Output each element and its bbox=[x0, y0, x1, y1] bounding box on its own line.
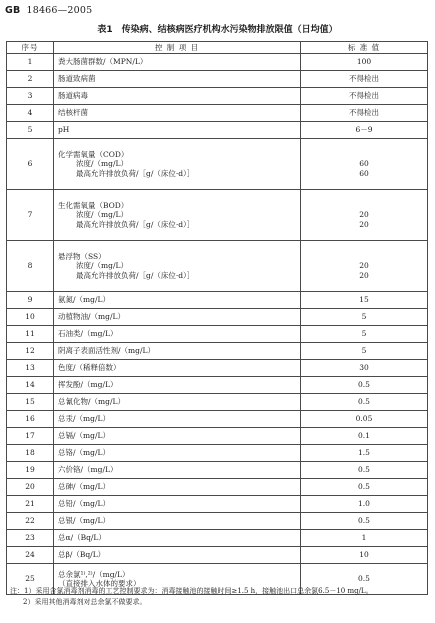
item-label: 肠道致病菌 bbox=[58, 74, 96, 84]
item-label: 总氰化物/（mg/L） bbox=[58, 397, 125, 407]
item-label: 总β/（Bq/L） bbox=[58, 550, 106, 560]
standard-value bbox=[301, 394, 428, 411]
row-number: 14 bbox=[7, 377, 54, 394]
table-row bbox=[7, 428, 428, 445]
value-line: 30 bbox=[359, 363, 369, 373]
value-line: 20 bbox=[359, 270, 369, 280]
table-row bbox=[7, 479, 428, 496]
control-item bbox=[54, 326, 301, 343]
column-header-item: 控 制 项 目 bbox=[54, 42, 301, 54]
standard-header bbox=[5, 5, 92, 16]
item-label: 石油类/（mg/L） bbox=[58, 329, 118, 339]
row-number: 7 bbox=[7, 190, 54, 241]
standard-value bbox=[301, 445, 428, 462]
value-line: 0.5 bbox=[358, 516, 370, 526]
control-item bbox=[54, 241, 301, 292]
value-line: 不得检出 bbox=[349, 108, 379, 118]
control-item bbox=[54, 462, 301, 479]
row-number: 5 bbox=[7, 122, 54, 139]
control-item bbox=[54, 190, 301, 241]
row-number: 13 bbox=[7, 360, 54, 377]
standard-value bbox=[301, 428, 428, 445]
table-row bbox=[7, 462, 428, 479]
table-row bbox=[7, 309, 428, 326]
standard-value bbox=[301, 496, 428, 513]
item-label: 粪大肠菌群数/（MPN/L） bbox=[58, 57, 148, 67]
standard-value bbox=[301, 479, 428, 496]
item-label: 总余氯¹⁾,²⁾/（mg/L） bbox=[58, 569, 130, 579]
control-item bbox=[54, 394, 301, 411]
table-row bbox=[7, 513, 428, 530]
control-item bbox=[54, 479, 301, 496]
row-number: 18 bbox=[7, 445, 54, 462]
standard-value bbox=[301, 411, 428, 428]
standard-value bbox=[301, 139, 428, 190]
row-number: 20 bbox=[7, 479, 54, 496]
note-1: 注：1）采用含氯消毒剂消毒的工艺控制要求为：消毒接触池的接触时间≥1.5 h，接触池出口总余氯6.5－10 mg/L。 bbox=[10, 587, 373, 595]
control-item bbox=[54, 88, 301, 105]
standard-value bbox=[301, 190, 428, 241]
row-number: 22 bbox=[7, 513, 54, 530]
control-item bbox=[54, 122, 301, 139]
item-label: 动植物油/（mg/L） bbox=[58, 312, 125, 322]
column-header-no: 序号 bbox=[7, 42, 54, 54]
standard-value bbox=[301, 54, 428, 71]
row-number: 24 bbox=[7, 547, 54, 564]
standard-code: GB bbox=[5, 5, 21, 16]
value-line: 20 bbox=[359, 219, 369, 229]
standard-number: 18466—2005 bbox=[26, 5, 93, 16]
item-sublabel: （直接排入水体的要求） bbox=[58, 579, 141, 588]
standard-value bbox=[301, 241, 428, 292]
standard-value bbox=[301, 309, 428, 326]
row-number: 3 bbox=[7, 88, 54, 105]
row-number: 21 bbox=[7, 496, 54, 513]
item-label: 化学需氧量（COD） bbox=[58, 149, 129, 159]
standard-value bbox=[301, 105, 428, 122]
item-label: 总铬/（mg/L） bbox=[58, 448, 110, 458]
item-label: 色度/（稀释倍数） bbox=[58, 363, 121, 373]
standard-value bbox=[301, 71, 428, 88]
item-label: 总银/（mg/L） bbox=[58, 516, 110, 526]
value-line: 5 bbox=[361, 312, 367, 322]
value-line: 1.0 bbox=[358, 499, 370, 509]
table-row bbox=[7, 292, 428, 309]
table-row bbox=[7, 547, 428, 564]
emission-limits-table bbox=[6, 41, 428, 595]
value-line: 10 bbox=[359, 550, 369, 560]
table-row bbox=[7, 326, 428, 343]
control-item bbox=[54, 309, 301, 326]
standard-value bbox=[301, 122, 428, 139]
standard-value bbox=[301, 462, 428, 479]
row-number: 23 bbox=[7, 530, 54, 547]
row-number: 8 bbox=[7, 241, 54, 292]
standard-value bbox=[301, 530, 428, 547]
control-item bbox=[54, 360, 301, 377]
value-line: 0.1 bbox=[358, 431, 370, 441]
value-line: 20 bbox=[359, 210, 369, 220]
value-line: 5 bbox=[361, 329, 367, 339]
value-line: 不得检出 bbox=[349, 91, 379, 101]
column-header-value: 标 准 值 bbox=[301, 42, 428, 54]
value-line: 6－9 bbox=[355, 125, 373, 135]
table-row bbox=[7, 496, 428, 513]
standard-value bbox=[301, 513, 428, 530]
control-item bbox=[54, 513, 301, 530]
value-line: 60 bbox=[359, 159, 369, 169]
item-sublabel: 最高允许排放负荷/［g/（床位·d）］ bbox=[76, 270, 195, 280]
value-line: 0.5 bbox=[358, 465, 370, 475]
item-label: 阴离子表面活性剂/（mg/L） bbox=[58, 346, 155, 356]
value-line: 100 bbox=[356, 57, 372, 67]
item-label: 总α/（Bq/L） bbox=[58, 533, 106, 543]
item-label: 总汞/（mg/L） bbox=[58, 414, 110, 424]
row-number: 17 bbox=[7, 428, 54, 445]
standard-value bbox=[301, 360, 428, 377]
table-row bbox=[7, 445, 428, 462]
control-item bbox=[54, 547, 301, 564]
table-row bbox=[7, 139, 428, 190]
item-sublabel: 浓度/（mg/L） bbox=[76, 261, 128, 271]
control-item bbox=[54, 428, 301, 445]
row-number: 9 bbox=[7, 292, 54, 309]
value-line: 1.5 bbox=[358, 448, 370, 458]
value-line: 0.5 bbox=[358, 482, 370, 492]
row-number: 12 bbox=[7, 343, 54, 360]
item-label: 悬浮物（SS） bbox=[58, 251, 106, 261]
value-line: 20 bbox=[359, 261, 369, 271]
standard-value bbox=[301, 292, 428, 309]
table-row bbox=[7, 360, 428, 377]
table-row bbox=[7, 71, 428, 88]
table-row bbox=[7, 190, 428, 241]
table-row bbox=[7, 88, 428, 105]
row-number: 6 bbox=[7, 139, 54, 190]
table-row bbox=[7, 54, 428, 71]
item-sublabel: 最高允许排放负荷/［g/（床位·d）］ bbox=[76, 168, 195, 178]
table-row bbox=[7, 122, 428, 139]
value-line: 0.5 bbox=[358, 380, 370, 390]
value-line: 0.5 bbox=[358, 397, 370, 407]
table-body bbox=[7, 54, 428, 595]
row-number: 1 bbox=[7, 54, 54, 71]
control-item bbox=[54, 139, 301, 190]
control-item bbox=[54, 71, 301, 88]
control-item bbox=[54, 411, 301, 428]
item-sublabel: 浓度/（mg/L） bbox=[76, 159, 128, 169]
item-label: 总铅/（mg/L） bbox=[58, 499, 110, 509]
row-number: 10 bbox=[7, 309, 54, 326]
value-line bbox=[305, 252, 423, 261]
value-line: 15 bbox=[359, 295, 369, 305]
row-number: 15 bbox=[7, 394, 54, 411]
value-line bbox=[305, 201, 423, 210]
value-line: 0.5 bbox=[358, 574, 370, 584]
row-number: 16 bbox=[7, 411, 54, 428]
table-row bbox=[7, 530, 428, 547]
row-number: 19 bbox=[7, 462, 54, 479]
item-label: 氨氮/（mg/L） bbox=[58, 295, 110, 305]
value-line: 5 bbox=[361, 346, 367, 356]
item-label: 生化需氧量（BOD） bbox=[58, 200, 129, 210]
standard-value bbox=[301, 326, 428, 343]
control-item bbox=[54, 496, 301, 513]
standard-value bbox=[301, 377, 428, 394]
item-label: 六价铬/（mg/L） bbox=[58, 465, 118, 475]
item-label: 肠道病毒 bbox=[58, 91, 88, 101]
control-item bbox=[54, 105, 301, 122]
table-header-row bbox=[7, 42, 428, 54]
control-item bbox=[54, 343, 301, 360]
item-label: 结核杆菌 bbox=[58, 108, 88, 118]
table-row bbox=[7, 377, 428, 394]
item-sublabel: 最高允许排放负荷/［g/（床位·d）］ bbox=[76, 219, 195, 229]
control-item bbox=[54, 377, 301, 394]
value-line: 0.05 bbox=[355, 414, 373, 424]
table-title: 表1 传染病、结核病医疗机构水污染物排放限值（日均值） bbox=[97, 25, 338, 35]
item-label: pH bbox=[58, 125, 70, 135]
value-line: 不得检出 bbox=[349, 74, 379, 84]
table-row bbox=[7, 343, 428, 360]
row-number: 11 bbox=[7, 326, 54, 343]
row-number: 2 bbox=[7, 71, 54, 88]
value-line: 1 bbox=[361, 533, 367, 543]
value-line bbox=[305, 150, 423, 159]
table-row bbox=[7, 411, 428, 428]
standard-value bbox=[301, 88, 428, 105]
row-number: 4 bbox=[7, 105, 54, 122]
item-sublabel: 浓度/（mg/L） bbox=[76, 210, 128, 220]
item-label: 挥发酚/（mg/L） bbox=[58, 380, 118, 390]
control-item bbox=[54, 445, 301, 462]
control-item bbox=[54, 530, 301, 547]
note-2: 2）采用其他消毒剂对总余氯不做要求。 bbox=[23, 597, 147, 606]
item-label: 总砷/（mg/L） bbox=[58, 482, 110, 492]
standard-value bbox=[301, 343, 428, 360]
value-line: 60 bbox=[359, 168, 369, 178]
row-number: 25 bbox=[7, 564, 54, 595]
table-notes bbox=[10, 586, 428, 607]
standard-value bbox=[301, 547, 428, 564]
table-row bbox=[7, 105, 428, 122]
table-row bbox=[7, 241, 428, 292]
item-label: 总镉/（mg/L） bbox=[58, 431, 110, 441]
table-row bbox=[7, 394, 428, 411]
control-item bbox=[54, 54, 301, 71]
control-item bbox=[54, 292, 301, 309]
